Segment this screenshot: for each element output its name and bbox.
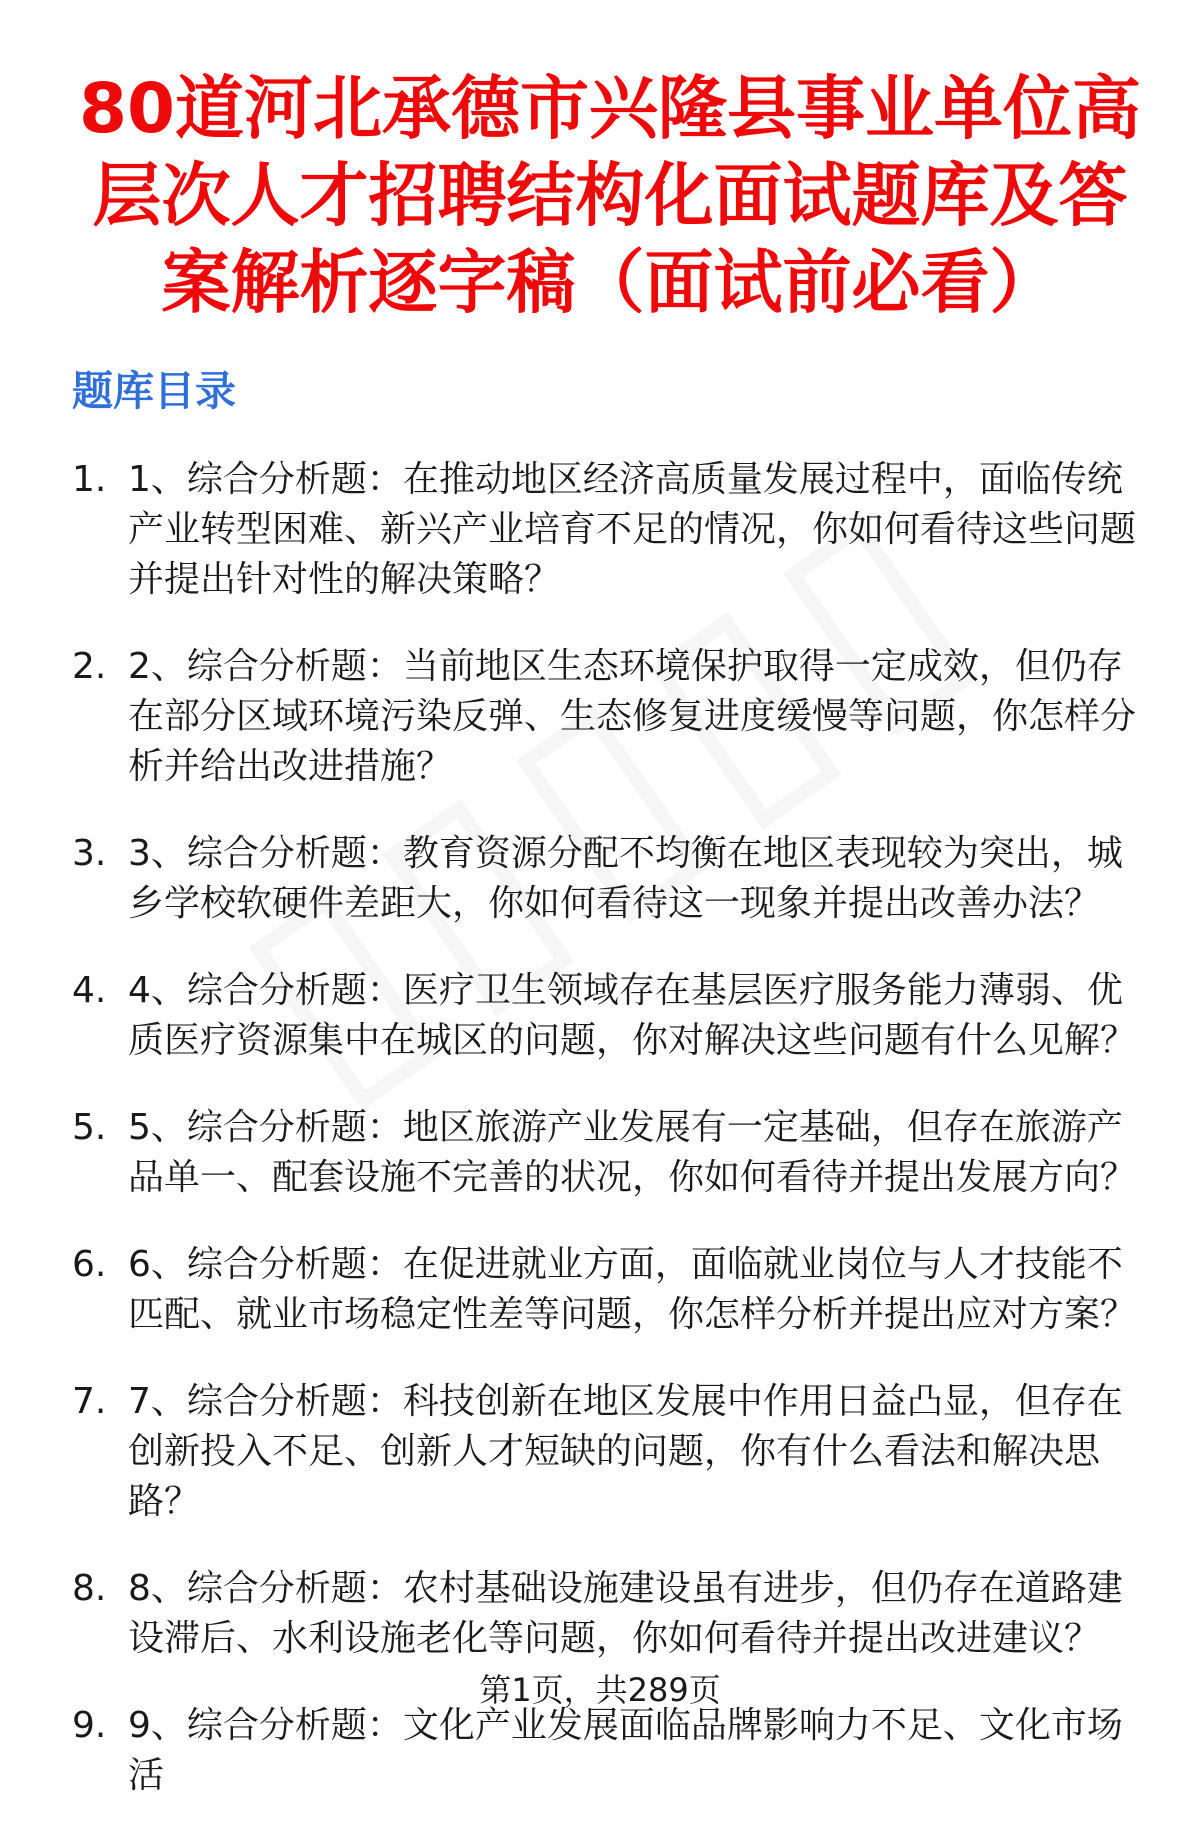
question-text: 2、综合分析题：当前地区生态环境保护取得一定成效，但仍存在部分区域环境污染反弹、生态修复进度缓慢等问题，你怎样分析并给出改进措施？ (128, 646, 1137, 787)
list-item (0, 642, 1200, 792)
list-item (0, 1103, 1200, 1203)
question-text: 4、综合分析题：医疗卫生领域存在基层医疗服务能力薄弱、优质医疗资源集中在城区的问题，你对解决这些问题有什么见解？ (128, 970, 1137, 1061)
question-list (0, 455, 1200, 1838)
question-text: 3、综合分析题：教育资源分配不均衡在地区表现较为突出，城乡学校软硬件差距大，你如何看待这一现象并提出改善办法？ (128, 833, 1123, 924)
question-number: 5. (72, 1107, 107, 1148)
question-number: 6. (72, 1244, 107, 1285)
list-item (0, 1701, 1200, 1801)
list-item (0, 966, 1200, 1066)
question-number: 1. (72, 459, 107, 500)
question-number: 8. (72, 1568, 107, 1609)
list-item (0, 1377, 1200, 1527)
toc-heading: 题库目录 (72, 367, 236, 415)
question-number: 3. (72, 833, 107, 874)
question-text: 5、综合分析题：地区旅游产业发展有一定基础，但存在旅游产品单一、配套设施不完善的状况，你如何看待并提出发展方向？ (128, 1107, 1137, 1198)
page-footer: 第1页，共289页 (479, 1671, 721, 1709)
question-text: 8、综合分析题：农村基础设施建设虽有进步，但仍存在道路建设滞后、水利设施老化等问题，你如何看待并提出改进建议？ (128, 1568, 1123, 1659)
question-number: 2. (72, 646, 107, 687)
question-text: 6、综合分析题：在促进就业方面，面临就业岗位与人才技能不匹配、就业市场稳定性差等问题，你怎样分析并提出应对方案？ (128, 1244, 1137, 1335)
question-text: 1、综合分析题：在推动地区经济高质量发展过程中，面临传统产业转型困难、新兴产业培育不足的情况，你如何看待这些问题并提出针对性的解决策略？ (128, 459, 1137, 600)
question-number: 4. (72, 970, 107, 1011)
page-title: 80道河北承德市兴隆县事业单位高层次人才招聘结构化面试题库及答案解析逐字稿（面试前必看） (78, 69, 1142, 323)
question-number: 9. (72, 1705, 107, 1746)
question-number: 7. (72, 1381, 107, 1422)
list-item (0, 829, 1200, 929)
list-item (0, 1564, 1200, 1664)
question-text: 7、综合分析题：科技创新在地区发展中作用日益凸显，但存在创新投入不足、创新人才短缺的问题，你有什么看法和解决思路？ (128, 1381, 1123, 1522)
question-text: 9、综合分析题：文化产业发展面临品牌影响力不足、文化市场活 (128, 1705, 1123, 1796)
list-item (0, 455, 1200, 605)
list-item (0, 1240, 1200, 1340)
